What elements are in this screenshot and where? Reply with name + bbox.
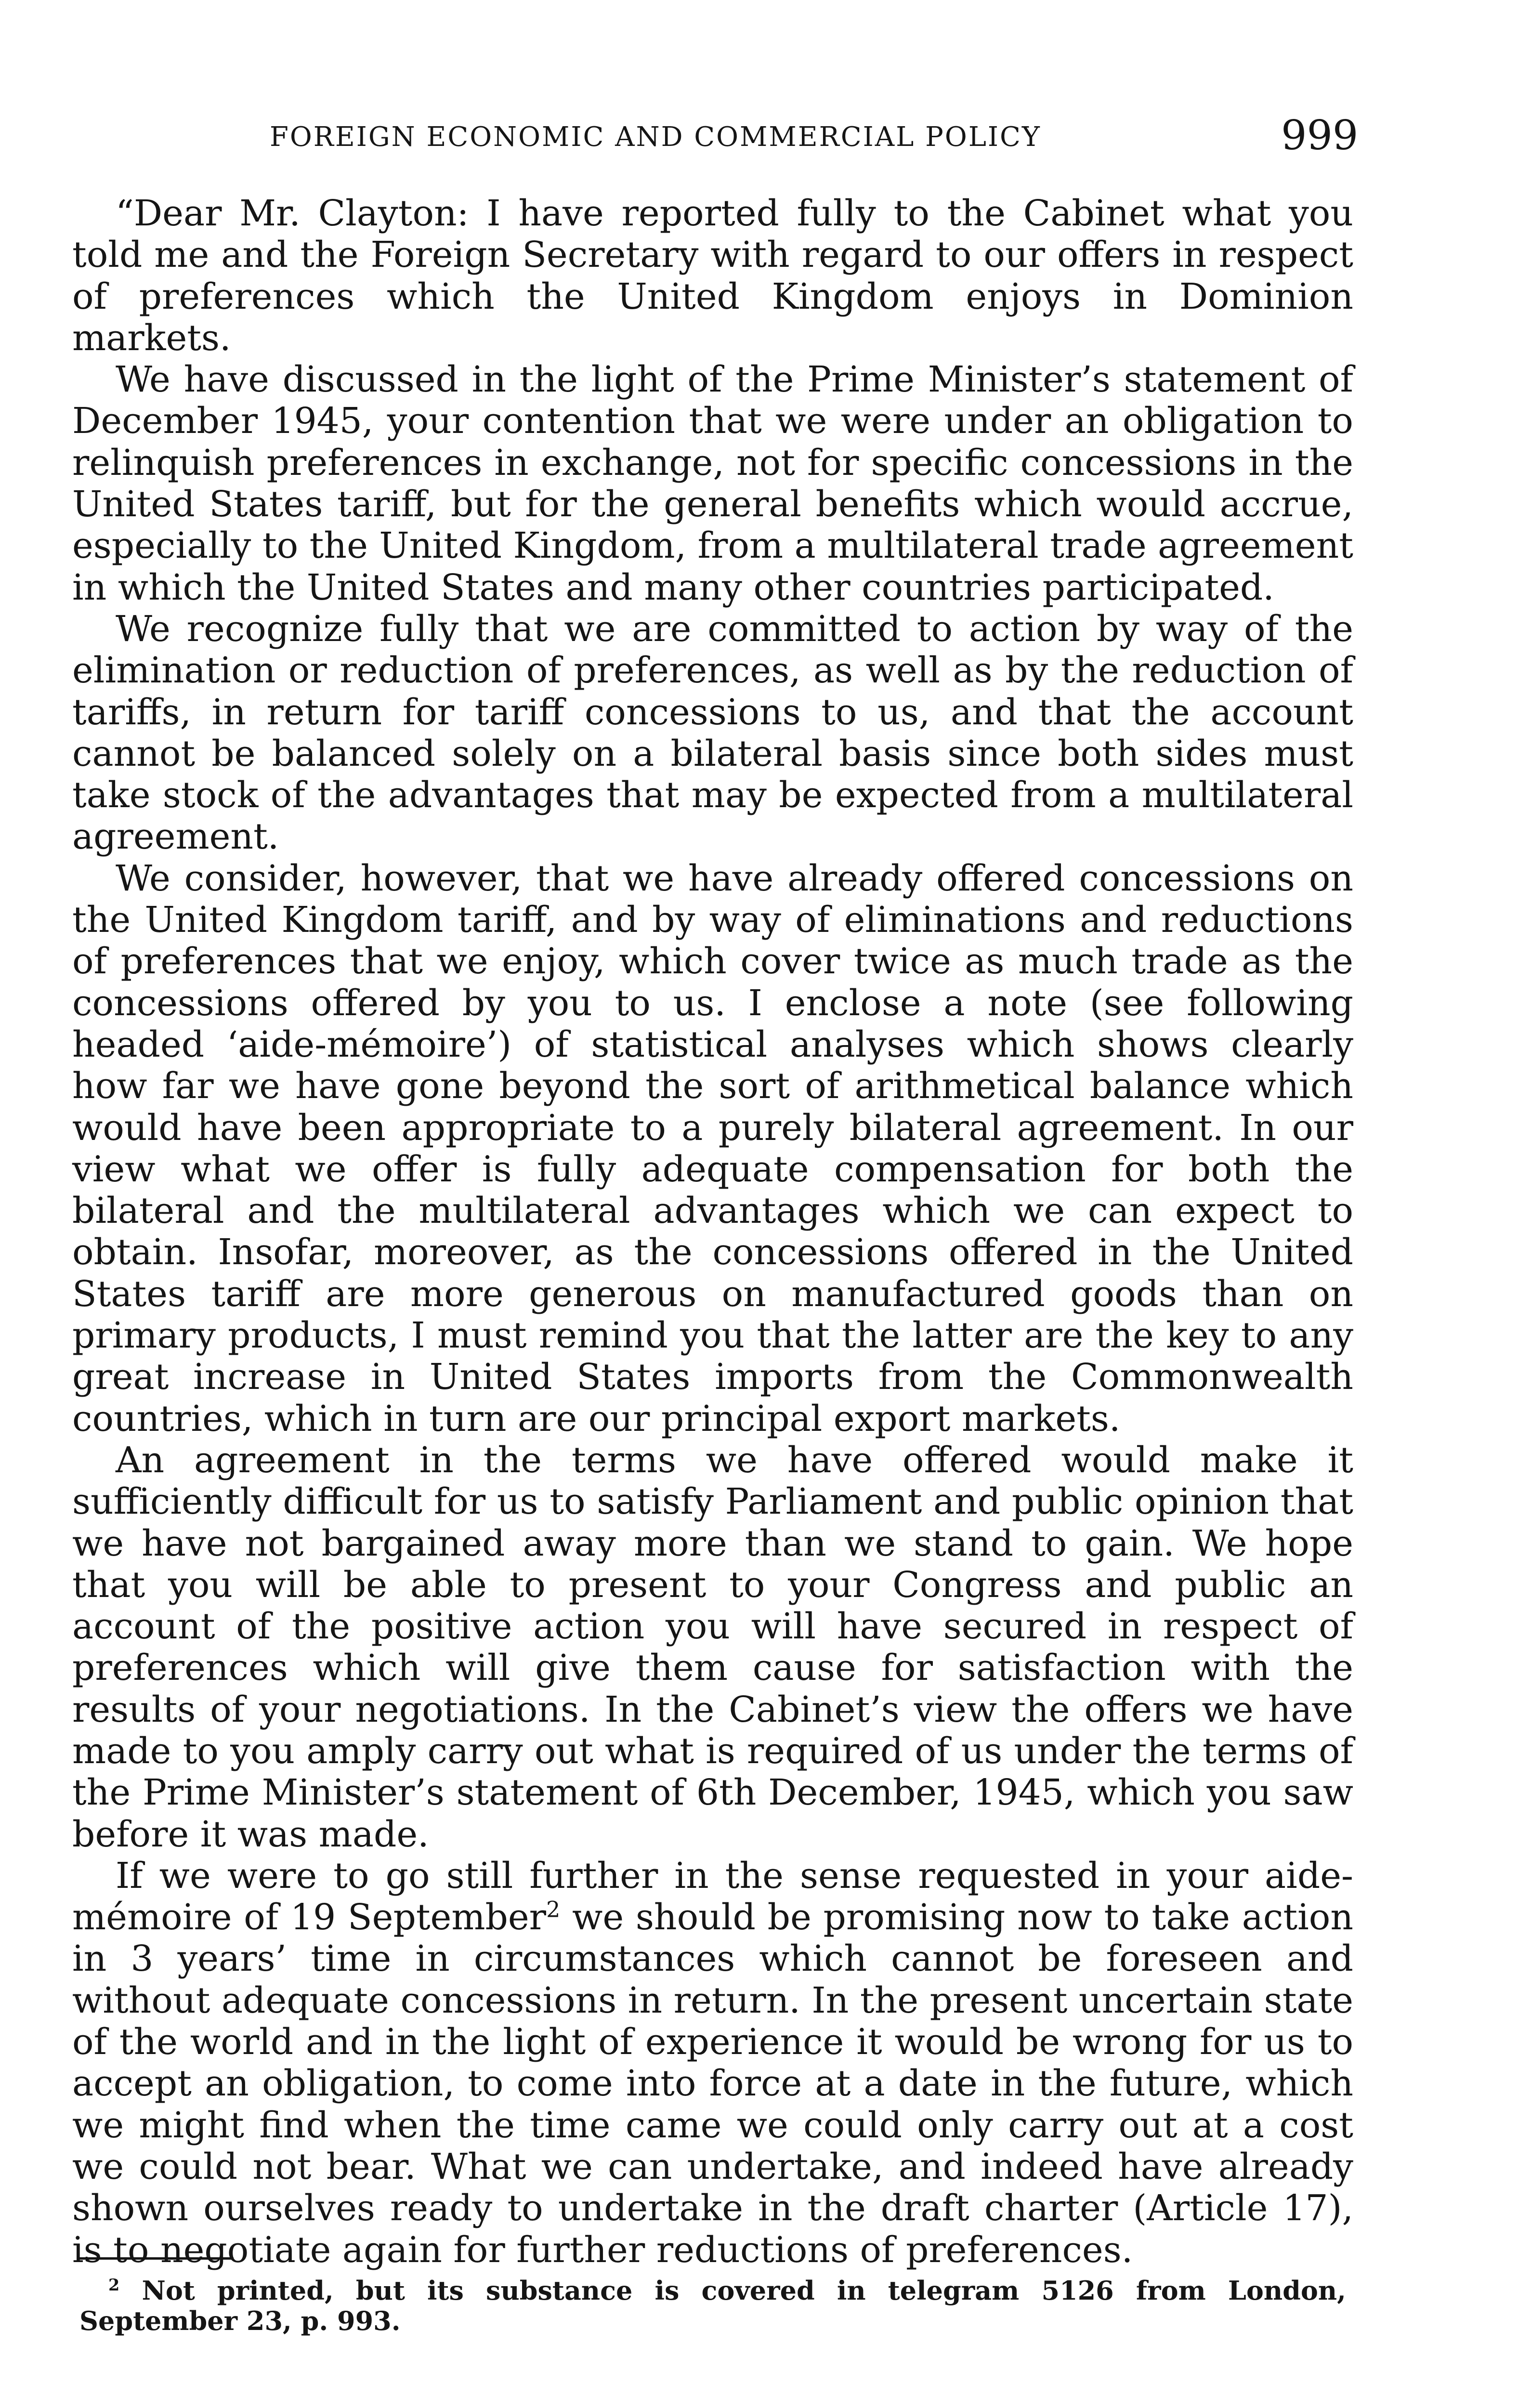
paragraph-6 [72, 1855, 1353, 2271]
paragraph-6-text-start: If we were to go still further in the sense requested in your aide-mémoire of 19 September [72, 1855, 1353, 1938]
running-head: FOREIGN ECONOMIC AND COMMERCIAL POLICY [270, 121, 1041, 153]
footnote-text: Not printed, but its substance is covered in telegram 5126 from London, September 23, p. 993. [79, 2275, 1346, 2336]
paragraph-2: We have discussed in the light of the Prime Minister’s statement of December 1945, your contention that we were under an obligation to relinquish preferences in exchange, not for specific concessions in the United States tariff, but for the general benefits which would accrue, especially to the United Kingdom, from a multilateral trade agreement in which the United States and many other countries participated. [72, 359, 1353, 608]
footnote-reference: 2 [546, 1896, 561, 1923]
footnote-marker: 2 [108, 2276, 120, 2294]
footnote [79, 2276, 1346, 2336]
page-number: 999 [1281, 112, 1359, 159]
footnote-divider [79, 2257, 234, 2260]
letter-body [72, 193, 1353, 2271]
paragraph-3: We recognize fully that we are committed to action by way of the elimination or reduction of preferences, as well as by the reduction of tariffs, in return for tariff concessions to us, and that the account cannot be balanced solely on a bilateral basis since both sides must take stock of the advantages that may be expected from a multilateral agreement. [72, 608, 1353, 858]
paragraph-4: We consider, however, that we have already offered concessions on the United Kingdom tariff, and by way of eliminations and reductions of preferences that we enjoy, which cover twice as much trade as the concessions offered by you to us. I enclose a note (see following headed ‘aide-mémoire’) of statistical analyses which shows clearly how far we have gone beyond the sort of arithmetical balance which would have been appropriate to a purely bilateral agreement. In our view what we offer is fully adequate compensation for both the bilateral and the multilateral advantages which we can expect to obtain. Insofar, moreover, as the concessions offered in the United States tariff are more generous on manufactured goods than on primary products, I must remind you that the latter are the key to any great increase in United States imports from the Commonwealth countries, which in turn are our principal export markets. [72, 857, 1353, 1440]
paragraph-5: An agreement in the terms we have offered would make it sufficiently difficult for us to satisfy Parliament and public opinion that we have not bargained away more than we stand to gain. We hope that you will be able to present to your Congress and public an account of the positive action you will have secured in respect of preferences which will give them cause for satisfaction with the results of your negotiations. In the Cabinet’s view the offers we have made to you amply carry out what is required of us under the terms of the Prime Minister’s statement of 6th December, 1945, which you saw before it was made. [72, 1439, 1353, 1855]
paragraph-1: “Dear Mr. Clayton: I have reported fully to the Cabinet what you told me and the Foreign Secretary with regard to our offers in respect of preferences which the United Kingdom enjoys in Dominion markets. [72, 193, 1353, 359]
paragraph-6-text-end: we should be promising now to take action in 3 years’ time in circumstances which cannot be foreseen and without adequate concessions in return. In the present uncertain state of the world and in the light of experience it would be wrong for us to accept an obligation, to come into force at a date in the future, which we might find when the time came we could only carry out at a cost we could not bear. What we can undertake, and indeed have already shown ourselves ready to undertake in the draft charter (Article 17), is to negotiate again for further reductions of preferences. [72, 1897, 1353, 2271]
